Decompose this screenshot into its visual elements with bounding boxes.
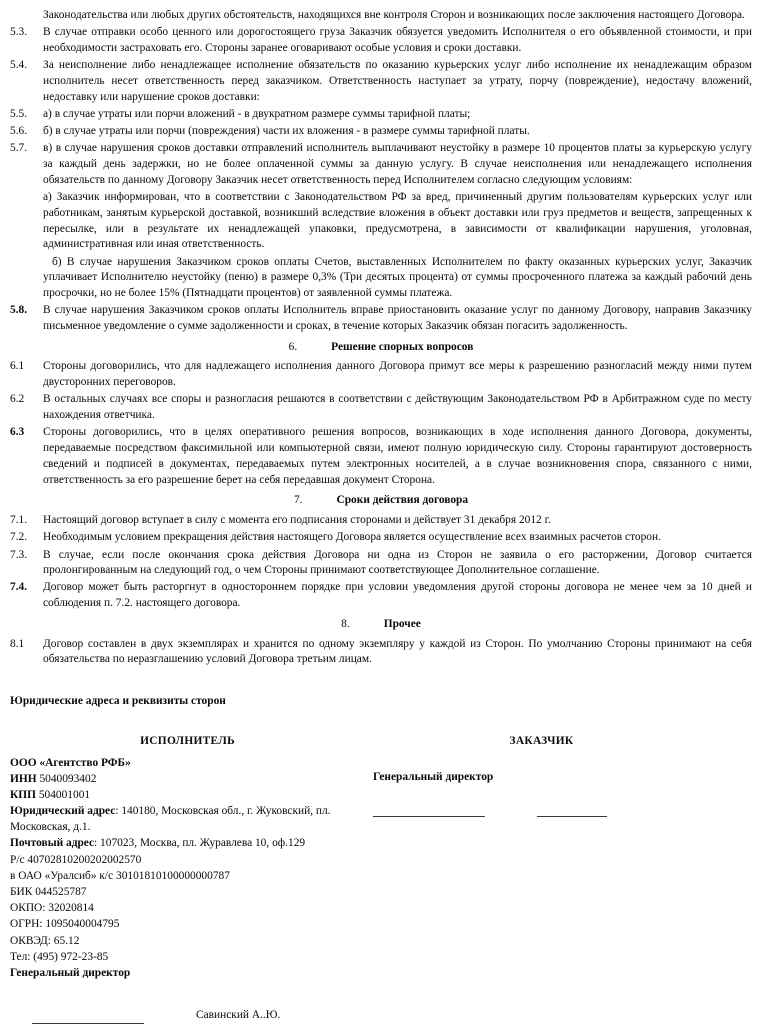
clause-7-1	[10, 513, 752, 529]
executor-company-name: ООО «Агентство РФБ»	[10, 756, 131, 769]
clause-number: 5.7.	[10, 142, 28, 155]
section-title: Прочее	[383, 617, 421, 630]
party-customer-heading: ЗАКАЗЧИК	[509, 734, 574, 747]
clause-number: 6.3	[10, 426, 25, 439]
clause-5-3	[10, 25, 752, 56]
clause-5-4	[10, 58, 752, 105]
executor-legal-address	[10, 804, 365, 835]
clause-number: 7.1.	[10, 514, 28, 527]
clause-6-1	[10, 359, 752, 390]
clause-5-5	[10, 107, 752, 123]
section-number: 8.	[341, 617, 350, 630]
customer-position-label: Генеральный директор	[373, 770, 494, 783]
customer-signature-row	[373, 815, 750, 817]
executor-bik: БИК 044525787	[10, 885, 87, 898]
customer-name-line[interactable]	[537, 815, 607, 817]
clause-number: 5.5.	[10, 107, 28, 120]
clause-text: Договор составлен в двух экземплярах и хранится по одному экземпляру у каждой из Сторон. По умолчанию Стороны принимают на себя обязательства по неразглашению условий Договора третьим лицам.	[43, 637, 752, 666]
postal-address-value: : 107023, Москва, пл. Журавлева 10, оф.129	[94, 837, 306, 850]
clause-number: 5.3.	[10, 26, 28, 39]
clause-number: 5.4.	[10, 59, 28, 72]
section-title: Сроки действия договора	[336, 494, 469, 507]
section-heading-6	[10, 340, 752, 356]
inn-label: ИНН	[10, 772, 37, 785]
executor-kpp	[10, 788, 365, 804]
clause-text: в) в случае нарушения сроков доставки отправлений исполнитель выплачивают неустойку в размере 10 процентов платы за курьерскую услугу за каждый день задержки, но не более оплаченной суммы за данную услугу. В случае неисполнения или ненадлежащего исполнения обязательств по данному Договору Заказчик несет ответственность перед Исполнителем согласно следующим условиям:	[43, 142, 752, 186]
executor-company	[10, 756, 365, 772]
executor-signature-line[interactable]	[32, 1022, 144, 1024]
customer-signature-line[interactable]	[373, 815, 485, 817]
clause-text: а) в случае утраты или порчи вложений - в двукратном размере суммы тарифной платы;	[43, 107, 471, 120]
clause-text: В случае, если после окончания срока действия Договора ни одна из Сторон не заявила о его расторжении, Договор считается пролонгированным на следующий год, о чем Стороны принимают соответствующее Дополнительное соглашение.	[43, 548, 752, 577]
executor-phone: Тел: (495) 972-23-85	[10, 950, 109, 963]
section-number: 6.	[288, 340, 298, 353]
intro-paragraph	[43, 8, 752, 24]
executor-position	[10, 966, 365, 982]
intro-line-1: Законодательства или любых других обстоятельств, находящихся вне контроля Сторон и возникающих после заключения	[43, 9, 636, 21]
parties-block	[10, 734, 752, 1024]
section-title: Решение спорных вопросов	[331, 340, 474, 353]
clause-number: 7.4.	[10, 581, 28, 594]
clause-number: 5.6.	[10, 125, 28, 138]
kpp-value: 504001001	[35, 789, 91, 802]
clause-text: За неисполнение либо ненадлежащее исполнение обязательств по оказанию курьерских услуг либо исполнение их ненадлежащим образом исполнитель несет ответственность перед заказчиком. Ответственность наступает за утрату, порчу (повреждение), недостачу вложений, недоставку или нарушение сроков доставки:	[43, 59, 752, 103]
clause-text: Стороны договорились, что для надлежащего исполнения данного Договора примут все меры к разрешению разногласий между ними путем двусторонних переговоров.	[43, 360, 752, 389]
clause-7-2	[10, 530, 752, 546]
inn-value: 5040093402	[36, 772, 97, 785]
section-heading-7	[10, 493, 752, 509]
executor-bank: в ОАО «Уралсиб» к/с 30101810100000000787	[10, 869, 230, 882]
executor-account: Р/с 40702810200202002570	[10, 853, 142, 866]
clause-text: В случае отправки особо ценного или дорогостоящего груза Заказчик обязуется уведомить Исполнителя о его объявленной стоимости, и при необходимости застраховать его. Стороны заранее оговаривают особые условия и сроки доставки.	[43, 26, 752, 54]
clause-text: Стороны договорились, что в целях оперативного решения вопросов, возникающих в ходе исполнения данного Договора, документы, передаваемые посредством факсимильной или компьютерной связи, имеют полную юридическую силу. Стороны гарантируют достоверность сведений и подписей в документах, передаваемых путем электронных носителей, а в случае возникновения спора, связанного с ними, ответственность за его разрешение берет на себя передавшая документ Сторона.	[43, 426, 752, 486]
legal-address-value: : 140180, Московская обл., г. Жуковский, пл. Московская, д.1.	[10, 805, 331, 834]
clause-5-7	[10, 141, 752, 188]
clause-text: Договор может быть расторгнут в одностороннем порядке при условии уведомления другой стороны договора не менее чем за 10 дней и соблюдения п. 7.2. настоящего договора.	[43, 581, 752, 610]
clause-text: В остальных случаях все споры и разногласия решаются в соответствии с действующим Законодательством РФ в Арбитражном суде по месту нахождения ответчика.	[43, 393, 752, 422]
subclause-5-7-b: б) В случае нарушения Заказчиком сроков оплаты Счетов, выставленных Исполнителем по факту оказанных курьерских услуг, Заказчик уплачивает Исполнителю неустойку (пеню) в размере 0,3% (Три десятых процента) от суммы просроченного платежа за каждый рабочий день просрочки, но не более 15% (Пятнадцати процентов) от заявленной суммы платежа.	[43, 255, 752, 299]
party-customer	[365, 734, 750, 1024]
executor-position-label: Генеральный директор	[10, 967, 131, 980]
section-number: 7.	[293, 494, 303, 507]
clause-5-6	[10, 124, 752, 140]
clause-6-3	[10, 425, 752, 488]
legal-address-label: Юридический адрес	[10, 805, 116, 818]
clause-text: б) в случае утраты или порчи (повреждения) части их вложения - в размере суммы тарифной платы.	[43, 125, 530, 138]
customer-position	[373, 770, 750, 786]
kpp-label: КПП	[10, 789, 36, 802]
clause-8-1	[10, 637, 752, 668]
section-heading-8	[10, 617, 752, 633]
clause-text: В случае нарушения Заказчиком сроков оплаты Исполнитель вправе приостановить оказание услуг по данному Договору, направив Заказчику письменное уведомление о сумме задолженности и сроках, в течение которых Заказчик обязан погасить задолженность.	[43, 304, 752, 332]
party-executor	[10, 734, 365, 1024]
customer-spacer	[373, 756, 750, 770]
executor-inn	[10, 772, 365, 788]
clause-5-8	[10, 303, 752, 334]
executor-okved: ОКВЭД: 65.12	[10, 934, 80, 947]
executor-okpo: ОКПО: 32020814	[10, 902, 94, 915]
clause-7-3	[10, 548, 752, 579]
executor-postal-address	[10, 836, 365, 852]
clause-number: 6.2	[10, 393, 25, 406]
postal-address-label: Почтовый адрес	[10, 837, 95, 850]
clause-number: 5.8.	[10, 304, 28, 317]
clause-number: 7.3.	[10, 548, 28, 561]
clause-6-2	[10, 392, 752, 423]
clause-7-4	[10, 580, 752, 611]
subclause-5-7-a: а) Заказчик информирован, что в соответствии с Законодательством РФ за вред, причиненный другим пользователям курьерских услуг или работникам, занятым курьерской доставкой, возникший вследствие вложения в объект доставки или груз предметов и веществ, запрещенных к пересылке, или в результате их ненадлежащей упаковки, предусмотрена, в зависимости от квалификации нарушения, уголовная, административная или иная ответственность.	[43, 191, 752, 251]
requisites-title: Юридические адреса и реквизиты сторон	[10, 695, 226, 708]
executor-ogrn: ОГРН: 1095040004795	[10, 918, 120, 931]
executor-signature-row	[10, 1008, 365, 1024]
clause-number: 6.1	[10, 360, 25, 373]
executor-signer-name: Савинский А..Ю.	[196, 1008, 281, 1021]
party-executor-heading: ИСПОЛНИТЕЛЬ	[140, 734, 235, 747]
clause-text: Настоящий договор вступает в силу с момента его подписания сторонами и действует 31 декабря 2012 г.	[43, 514, 551, 527]
clause-text: Необходимым условием прекращения действия настоящего Договора является осуществление всех взаимных расчетов сторон.	[43, 531, 661, 544]
intro-line-2: настоящего Договора.	[638, 9, 745, 21]
clause-number: 8.1	[10, 637, 25, 650]
clause-number: 7.2.	[10, 531, 28, 544]
